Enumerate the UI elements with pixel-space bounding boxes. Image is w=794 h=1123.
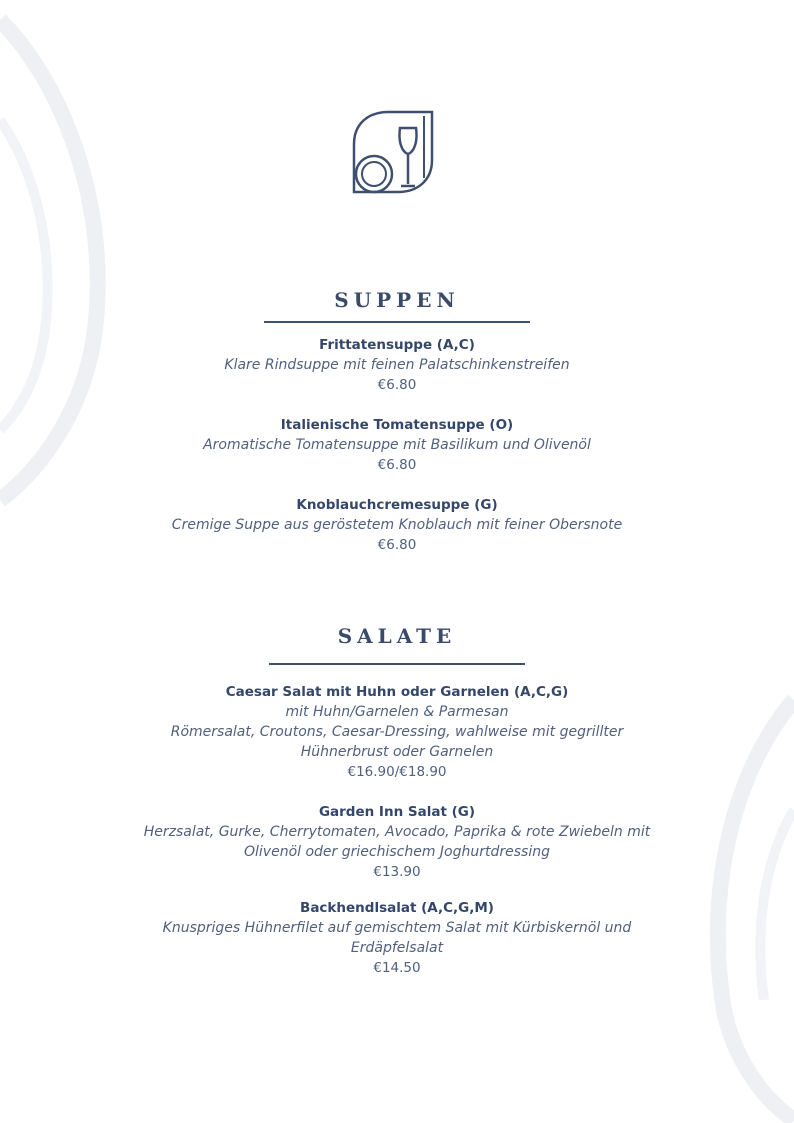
item-name: Garden Inn Salat (G) (318, 804, 476, 820)
menu-item (0, 495, 794, 555)
item-price: €6.80 (377, 377, 417, 393)
menu-item (0, 335, 794, 395)
item-description: Erdäpfelsalat (350, 940, 444, 956)
item-name: Frittatensuppe (A,C) (319, 337, 475, 353)
item-name: Italienische Tomatensuppe (O) (280, 417, 514, 433)
item-description: Knuspriges Hühnerfilet auf gemischtem Salat mit Kürbiskernöl und (162, 920, 632, 936)
salads-section (0, 624, 794, 978)
item-name: Backhendlsalat (A,C,G,M) (300, 900, 494, 916)
item-price: €13.90 (373, 864, 421, 880)
item-description: Aromatische Tomatensuppe mit Basilikum und Olivenöl (203, 437, 591, 453)
menu-item (0, 415, 794, 475)
section-divider (264, 321, 530, 323)
section-heading: SUPPEN (334, 288, 460, 312)
item-name: Caesar Salat mit Huhn oder Garnelen (A,C,G) (225, 684, 569, 700)
item-description: Hühnerbrust oder Garnelen (300, 744, 494, 760)
item-price: €14.50 (373, 960, 421, 976)
item-price: €6.80 (377, 537, 417, 553)
item-description: Herzsalat, Gurke, Cherrytomaten, Avocado, Paprika & rote Zwiebeln mit (143, 824, 651, 840)
item-description: Cremige Suppe aus geröstetem Knoblauch mit feiner Obersnote (171, 517, 623, 533)
menu-item (0, 682, 794, 782)
item-name: Knoblauchcremesuppe (G) (296, 497, 498, 513)
soups-section (0, 288, 794, 555)
menu-item (0, 898, 794, 978)
item-description: Olivenöl oder griechischem Joghurtdressing (244, 844, 550, 860)
section-heading: SALATE (337, 624, 457, 648)
item-description: Klare Rindsuppe mit feinen Palatschinkenstreifen (224, 357, 570, 373)
item-price: €16.90/€18.90 (347, 764, 447, 780)
section-divider (269, 663, 525, 665)
item-description: mit Huhn/Garnelen & Parmesan (285, 704, 509, 720)
item-description: Römersalat, Croutons, Caesar-Dressing, wahlweise mit gegrillter (170, 724, 624, 740)
menu-item (0, 802, 794, 882)
item-price: €6.80 (377, 457, 417, 473)
plate-and-wine-glass-icon (350, 108, 436, 198)
